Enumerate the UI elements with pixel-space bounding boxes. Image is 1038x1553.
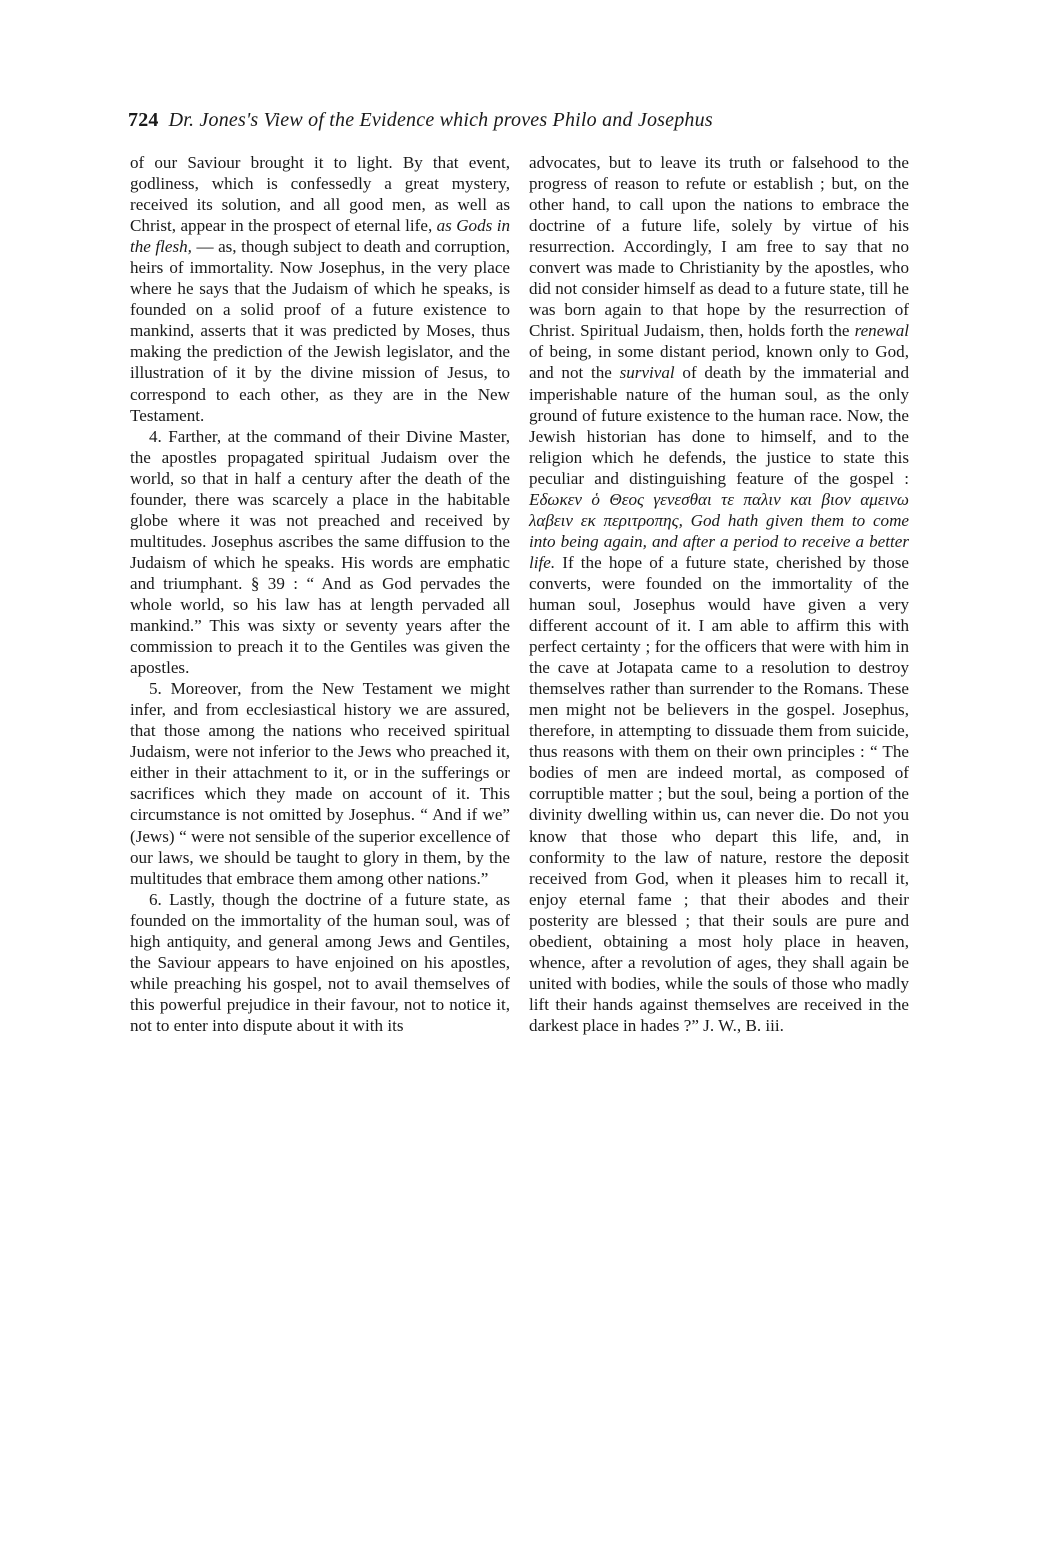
running-title: Dr. Jones's View of the Evidence which proves Philo and Josephus	[168, 109, 713, 131]
italic-word: renewal	[854, 321, 909, 341]
right-column	[529, 152, 909, 1036]
text-run: of being, in some distant period, known only to God, and not the	[529, 342, 909, 383]
italic-phrase: as Gods in the flesh,	[130, 216, 510, 257]
text-run: of our Saviour brought it to light. By that event, godliness, which is confessedly a great mystery, received its solution, and all good men, as well as Christ, appear in the prospect of eternal life,	[130, 153, 510, 236]
paragraph-5: 5. Moreover, from the New Testament we might infer, and from ecclesiastical history we are assured, that those among the nations who received spiritual Judaism, were not inferior to the Jews who preached it, either in their attachment to it, or in the sufferings or sacrifices which they made on account of it. This circumstance is not omitted by Josephus. “ And if we” (Jews) “ were not sensible of the superior excellence of our laws, we should be taught to glory in them, by the multitudes that embrace them among other nations.”	[130, 679, 510, 888]
text-run: of death by the immaterial and imperishable nature of the human soul, as the only ground of future existence to the human race. Now, the Jewish historian has done to himself, and to the religion which he defends, the justice to state this peculiar and distinguishing feature of the gospel :	[529, 363, 909, 488]
text-run: — as, though subject to death and corruption, heirs of immortality. Now Josephus, in the very place where he says that the Judaism of which he speaks, is founded on a solid proof of a future existence to mankind, asserts that it was predicted by Moses, thus making the prediction of the Jewish legislator, and the illustration of it by the divine mission of Jesus, to correspond to each other, as they are in the New Testament.	[130, 237, 510, 425]
page-number: 724	[128, 109, 159, 131]
paragraph-continuation	[130, 152, 510, 426]
paragraph-continuation-right	[529, 152, 909, 1036]
paragraph-6: 6. Lastly, though the doctrine of a future state, as founded on the immortality of the human soul, was of high antiquity, and general among Jews and Gentiles, the Saviour appears to have enjoined on his apostles, while preaching his gospel, not to avail themselves of this powerful prejudice in their favour, not to notice it, not to enter into dispute about it with its	[130, 889, 510, 1035]
greek-quotation: Εδωκεν ὁ Θεος γενεσθαι τε παλιν και βιον αμεινω λαβειν εκ περιτροπης,	[529, 489, 909, 530]
text-run: If the hope of a future state, cherished by those converts, were founded on the immortality of the human soul, Josephus would have given a very different account of it. I am able to affirm this with perfect certainty ; for the officers that were with him in the cave at Jotapata came to a resolution to destroy themselves rather than surrender to the Romans. These men might not be believers in the gospel. Josephus, therefore, in attempting to dissuade them from suicide, thus reasons with them on their own principles : “ The bodies of men are indeed mortal, as composed of corruptible matter ; but the soul, being a portion of the divinity dwelling within us, can never die. Do not you know that those who depart this life, and, in conformity to the law of nature, restore the deposit received from God, when it pleases him to recall it, enjoy eternal fame ; that their abodes and their posterity are blessed ; that their souls are pure and obedient, obtaining a most holy place in heaven, whence, after a revolution of ages, they shall again be united with bodies, while the souls of those who madly lift their hands against themselves are received in the darkest place in hades ?” J. W., B. iii.	[529, 552, 909, 1035]
running-header	[128, 109, 908, 132]
paragraph-4: 4. Farther, at the command of their Divine Master, the apostles propagated spiritual Judaism over the world, so that in half a century after the death of the founder, there was scarcely a place in the habitable globe where it was not preached and received by multitudes. Josephus ascribes the same diffusion to the Judaism of which he speaks. His words are emphatic and triumphant. § 39 : “ And as God pervades the whole world, so his law has at length pervaded all mankind.” This was sixty or seventy years after the commission to preach it to the Gentiles was given the apostles.	[130, 426, 510, 678]
italic-translation: God hath given them to come into being again, and after a period to receive a better life.	[529, 510, 910, 572]
left-column	[130, 152, 510, 1036]
italic-word: survival	[619, 363, 675, 383]
text-run: advocates, but to leave its truth or falsehood to the progress of reason to refute or establish ; but, on the other hand, to call upon the nations to embrace the doctrine of a future life, solely by virtue of his resurrection. Accordingly, I am free to say that no convert was made to Christianity by the apostles, who did not consider himself as dead to a future state, till he was born again to that hope by the resurrection of Christ. Spiritual Judaism, then, holds forth the	[529, 153, 909, 341]
